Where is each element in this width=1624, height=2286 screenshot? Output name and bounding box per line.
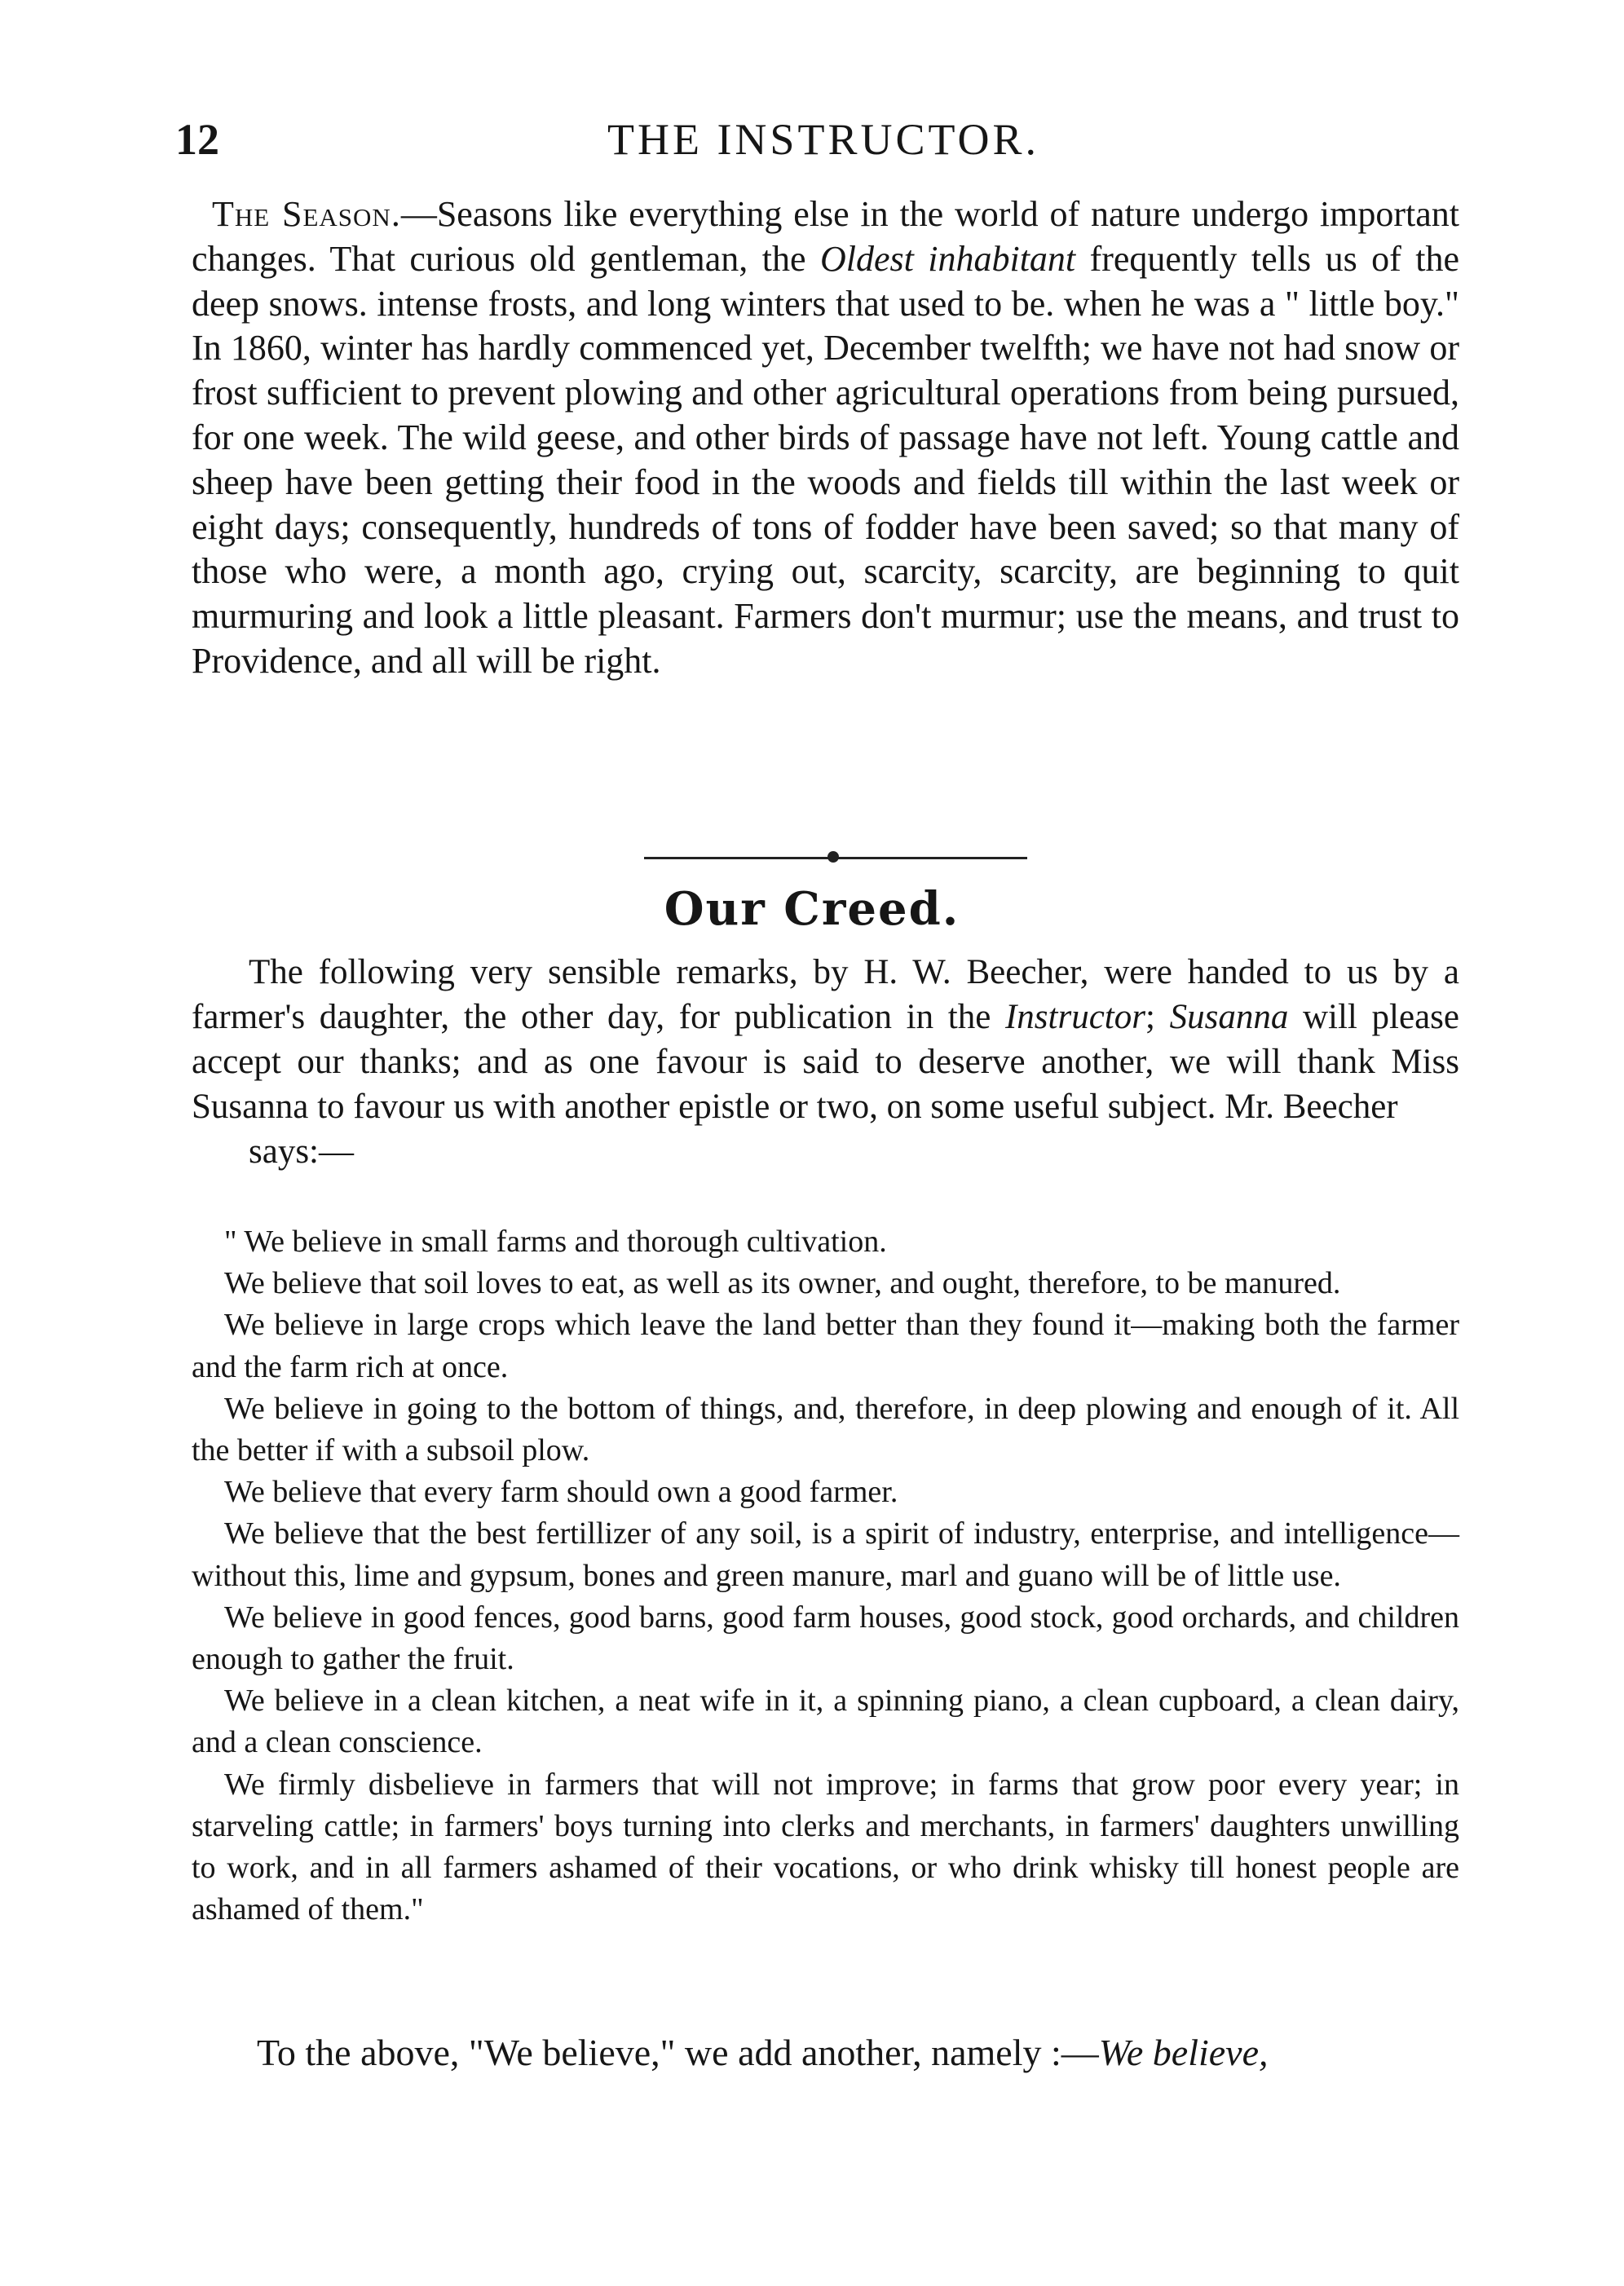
season-article [192,192,1459,684]
creed-intro-paragraph [192,950,1459,1129]
beliefs-quote [192,1221,1459,1931]
creed-says: says:— [249,1132,354,1171]
belief-item: We believe in good fences, good barns, good farm houses, good stock, good orchards, and children enough to gather the fruit. [192,1600,1459,1677]
creed-intro-text-1: The following very sensible remarks, by H. W. Beecher, were handed to us by a farmer's daughter, the other day, for publication in the [192,953,1459,1036]
closing-text: To the above, "We believe," we add another, namely :— [257,2032,1099,2073]
belief-item: We believe in a clean kitchen, a neat wife in it, a spinning piano, a clean cupboard, a clean dairy, and a clean conscience. [192,1684,1459,1760]
closing-italic: We believe, [1098,2032,1269,2073]
susanna-italic: Susanna [1169,998,1289,1036]
page-number: 12 [175,115,219,164]
season-text-2: frequently tells us of the deep snows. intense frosts, and long winters that used to be. when he was a " little boy." In 1860, winter has hardly commenced yet, December twelfth; we have not had snow or frost sufficient to prevent plowing and other agricultural operations from being pursued, for one week. The wild geese, and other birds of passage have not left. Young cattle and sheep have been getting their food in the woods and fields till within the last week or eight days; consequently, hundreds of tons of fodder have been saved; so that many of those who were, a month ago, crying out, scarcity, scarcity, are beginning to quit murmuring and look a little pleasant. Farmers don't murmur; use the means, and trust to Providence, and all will be right. [192,238,1459,681]
belief-item: " We believe in small farms and thorough cultivation. [224,1225,887,1259]
creed-intro-text-2: ; [1145,998,1170,1036]
belief-item: We believe that soil loves to eat, as well as its owner, and ought, therefore, to be manured. [224,1266,1341,1301]
page-header [167,114,1480,171]
season-paragraph [192,192,1459,684]
season-lead-in: The Season. [212,194,401,234]
closing-line [257,2028,1472,2077]
belief-item: We believe that the best fertillizer of any soil, is a spirit of industry, enterprise, and intelligence—without this, lime and gypsum, bones and green manure, marl and guano will be of little use. [192,1516,1459,1593]
section-divider [644,850,1027,866]
belief-item: We believe in large crops which leave the land better than they found it—making both the farmer and the farm rich at once. [192,1308,1459,1384]
belief-item: We firmly disbelieve in farmers that will not improve; in farms that grow poor every year; in starveling cattle; in farmers' boys turning into clerks and merchants, in farmers' daughters unwilling to work, and in all farmers ashamed of their vocations, or who drink whisky till honest people are ashamed of them." [192,1767,1459,1927]
creed-intro-text-3: will please accept our thanks; and as one favour is said to deserve another, we will thank Miss Susanna to favour us with another epistle or two, on some useful subject. Mr. Beecher [192,998,1459,1126]
instructor-italic: Instructor [1004,998,1145,1036]
creed-intro [192,950,1459,1174]
belief-item: We believe in going to the bottom of things, and, therefore, in deep plowing and enough of it. All the better if with a subsoil plow. [192,1391,1459,1468]
season-text-1: —Seasons like everything else in the world of nature undergo important changes. That curious old gentleman, the [192,194,1459,279]
creed-heading: Our Creed. [664,882,960,936]
divider-ornament-icon [827,851,839,863]
belief-item: We believe that every farm should own a good farmer. [224,1475,898,1510]
season-italic-phrase: Oldest inhabitant [819,238,1076,279]
running-title: THE INSTRUCTOR. [607,115,1040,164]
